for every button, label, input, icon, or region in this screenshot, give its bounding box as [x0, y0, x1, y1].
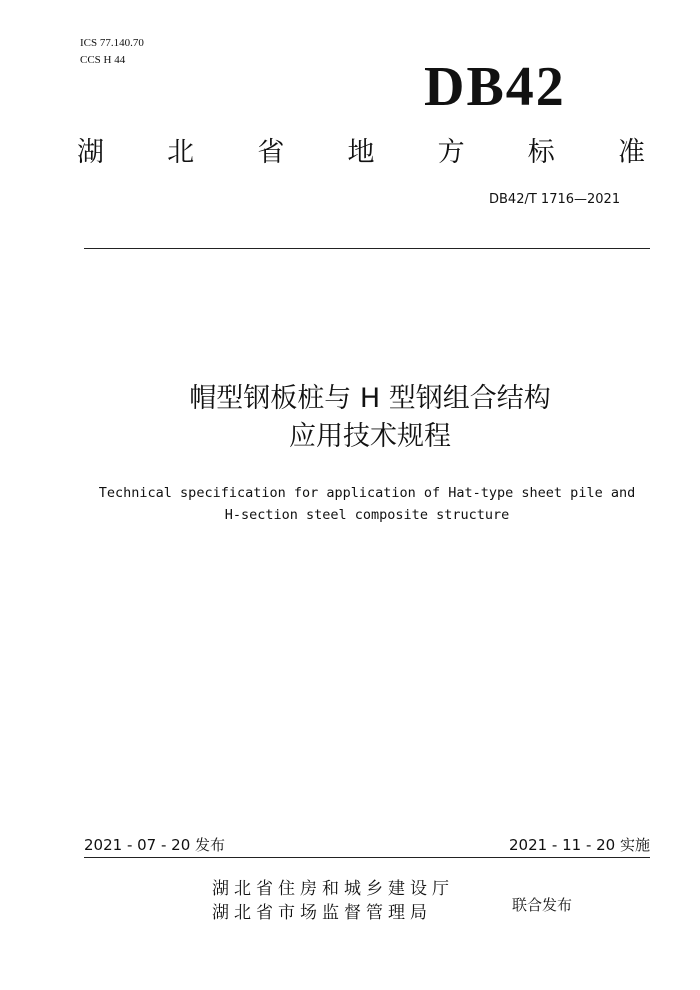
standard-type-char: 方 [437, 137, 465, 168]
issuer-housing-dept: 湖北省住房和城乡建设厅 [212, 879, 454, 899]
issuer-market-regulation: 湖北省市场监督管理局 [212, 903, 432, 923]
implementation-date: 2021 - 11 - 20 实施 [508, 836, 650, 854]
standard-type [77, 133, 645, 173]
standard-type-char: 湖 [77, 137, 104, 168]
title-cn-line1: 帽型钢板桩与 H 型钢组合结构 [189, 383, 551, 414]
standard-type-char: 地 [347, 137, 375, 168]
standard-type-char: 准 [617, 137, 645, 168]
header-divider [84, 248, 650, 249]
title-en-line1: Technical specification for application of Hat-type sheet pile and [98, 485, 636, 501]
standard-type-char: 标 [527, 137, 555, 168]
standard-logo: DB42 [424, 56, 566, 118]
standard-number: DB42/T 1716—2021 [489, 192, 621, 207]
issue-date: 2021 - 07 - 20 发布 [84, 836, 226, 854]
standard-type-char: 北 [167, 137, 195, 168]
joint-release-label: 联合发布 [512, 896, 573, 914]
ics-code: ICS 77.140.70 [80, 37, 144, 49]
title-en-line2: H-section steel composite structure [224, 507, 510, 523]
ccs-code: CCS H 44 [80, 54, 126, 66]
document-title-en [0, 482, 700, 526]
standard-type-char: 省 [257, 137, 285, 168]
title-cn-line2: 应用技术规程 [289, 421, 451, 452]
document-title-cn [0, 380, 700, 456]
footer-divider [84, 857, 650, 858]
